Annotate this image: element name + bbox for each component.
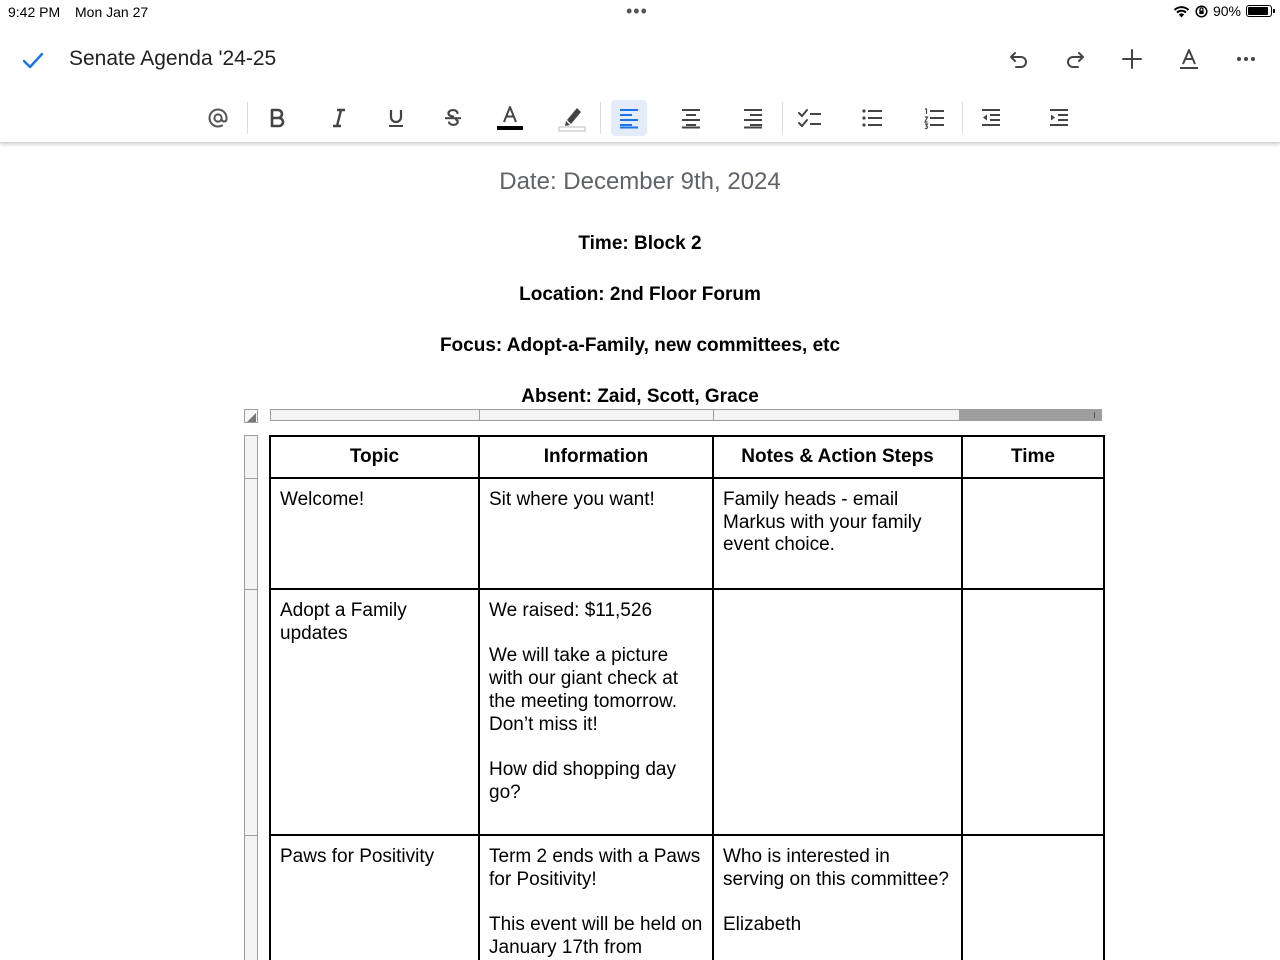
status-indicators: [1173, 3, 1272, 19]
italic-button[interactable]: [321, 100, 357, 136]
header-time[interactable]: Time: [962, 436, 1104, 478]
plus-icon: [1120, 47, 1144, 71]
header-topic[interactable]: Topic: [270, 436, 479, 478]
toolbar-divider: [247, 102, 248, 134]
bulleted-list-icon: [860, 106, 884, 130]
document-body[interactable]: [0, 143, 1280, 960]
strikethrough-icon: [441, 106, 465, 130]
italic-icon: [327, 106, 351, 130]
row-ruler[interactable]: [244, 435, 258, 960]
numbered-list-button[interactable]: [916, 100, 952, 136]
align-center-icon: [679, 106, 703, 130]
agenda-table[interactable]: [269, 435, 1105, 960]
location-line: Location: 2nd Floor Forum: [519, 284, 761, 305]
mention-button[interactable]: [200, 100, 236, 136]
redo-icon: [1063, 47, 1087, 71]
table-select-handle[interactable]: [244, 409, 258, 423]
multitasking-dots-icon[interactable]: •••: [626, 1, 648, 21]
notes-cell[interactable]: Family heads - email Markus with your family event choice.: [713, 478, 962, 589]
align-left-button[interactable]: [611, 100, 647, 136]
undo-button[interactable]: [1004, 44, 1034, 74]
bold-button[interactable]: [259, 100, 295, 136]
column-handle[interactable]: [713, 410, 714, 420]
highlight-color-button[interactable]: [554, 100, 590, 136]
format-toolbar: [0, 94, 1280, 143]
status-date: Mon Jan 27: [75, 4, 149, 20]
text-color-icon: [496, 104, 524, 132]
align-right-button[interactable]: [735, 100, 771, 136]
topic-cell[interactable]: Adopt a Family updates: [270, 589, 479, 835]
align-right-icon: [741, 106, 765, 130]
column-handle[interactable]: [479, 410, 480, 420]
absent-line: Absent: Zaid, Scott, Grace: [521, 386, 759, 407]
decrease-indent-icon: [979, 106, 1003, 130]
time-cell[interactable]: [962, 589, 1104, 835]
wifi-icon: [1173, 5, 1190, 18]
more-horizontal-icon: [1234, 47, 1258, 71]
notes-cell[interactable]: Who is interested in serving on this committee? Elizabeth: [713, 835, 962, 960]
topic-cell[interactable]: Welcome!: [270, 478, 479, 589]
information-cell[interactable]: Term 2 ends with a Paws for Positivity! This event will be held on January 17th from: [479, 835, 713, 960]
text-color-button[interactable]: [492, 100, 528, 136]
bulleted-list-button[interactable]: [854, 100, 890, 136]
toolbar-divider: [600, 102, 601, 134]
status-time: 9:42 PM: [8, 4, 61, 20]
checklist-button[interactable]: [792, 100, 828, 136]
table-row: [270, 478, 1104, 589]
status-bar: [0, 0, 1280, 24]
table-header-row: [270, 436, 1104, 478]
column-drag-grip[interactable]: [1094, 412, 1095, 418]
document-header: [0, 30, 1280, 86]
align-left-icon: [617, 106, 641, 130]
underline-button[interactable]: [378, 100, 414, 136]
text-format-icon: [1177, 47, 1201, 71]
table-row: [270, 835, 1104, 960]
header-notes[interactable]: Notes & Action Steps: [713, 436, 962, 478]
align-center-button[interactable]: [673, 100, 709, 136]
document-title[interactable]: Senate Agenda '24-25: [69, 47, 277, 70]
numbered-list-icon: [922, 106, 946, 130]
time-line: Time: Block 2: [578, 233, 702, 254]
undo-icon: [1007, 47, 1031, 71]
underline-icon: [384, 106, 408, 130]
information-cell[interactable]: Sit where you want!: [479, 478, 713, 589]
row-handle[interactable]: [245, 589, 257, 590]
strikethrough-button[interactable]: [435, 100, 471, 136]
toolbar-divider: [962, 102, 963, 134]
selected-column-indicator[interactable]: [959, 410, 1101, 420]
redo-button[interactable]: [1060, 44, 1090, 74]
orientation-lock-icon: [1195, 5, 1208, 18]
insert-button[interactable]: [1117, 44, 1147, 74]
decrease-indent-button[interactable]: [973, 100, 1009, 136]
done-check-icon[interactable]: [20, 47, 46, 73]
column-ruler[interactable]: [270, 409, 1102, 421]
toolbar-divider: [782, 102, 783, 134]
more-options-button[interactable]: [1231, 44, 1261, 74]
header-information[interactable]: Information: [479, 436, 713, 478]
table-row: [270, 589, 1104, 835]
row-handle[interactable]: [245, 478, 257, 479]
time-cell[interactable]: [962, 835, 1104, 960]
at-sign-icon: [206, 106, 230, 130]
information-cell[interactable]: We raised: $11,526 We will take a picture with our giant check at the meeting tomorrow. Don’t miss it! How did shopping day go?: [479, 589, 713, 835]
row-handle[interactable]: [245, 835, 257, 836]
battery-percent: 90%: [1212, 3, 1241, 19]
table-corner-icon: [245, 411, 257, 423]
format-button[interactable]: [1174, 44, 1204, 74]
checklist-icon: [797, 106, 823, 130]
increase-indent-icon: [1047, 106, 1071, 130]
time-cell[interactable]: [962, 478, 1104, 589]
date-line: Date: December 9th, 2024: [499, 168, 781, 195]
notes-cell[interactable]: [713, 589, 962, 835]
battery-icon: [1246, 5, 1272, 17]
highlighter-icon: [558, 104, 586, 132]
focus-line: Focus: Adopt-a-Family, new committees, etc: [439, 335, 841, 356]
bold-icon: [265, 106, 289, 130]
topic-cell[interactable]: Paws for Positivity: [270, 835, 479, 960]
increase-indent-button[interactable]: [1041, 100, 1077, 136]
